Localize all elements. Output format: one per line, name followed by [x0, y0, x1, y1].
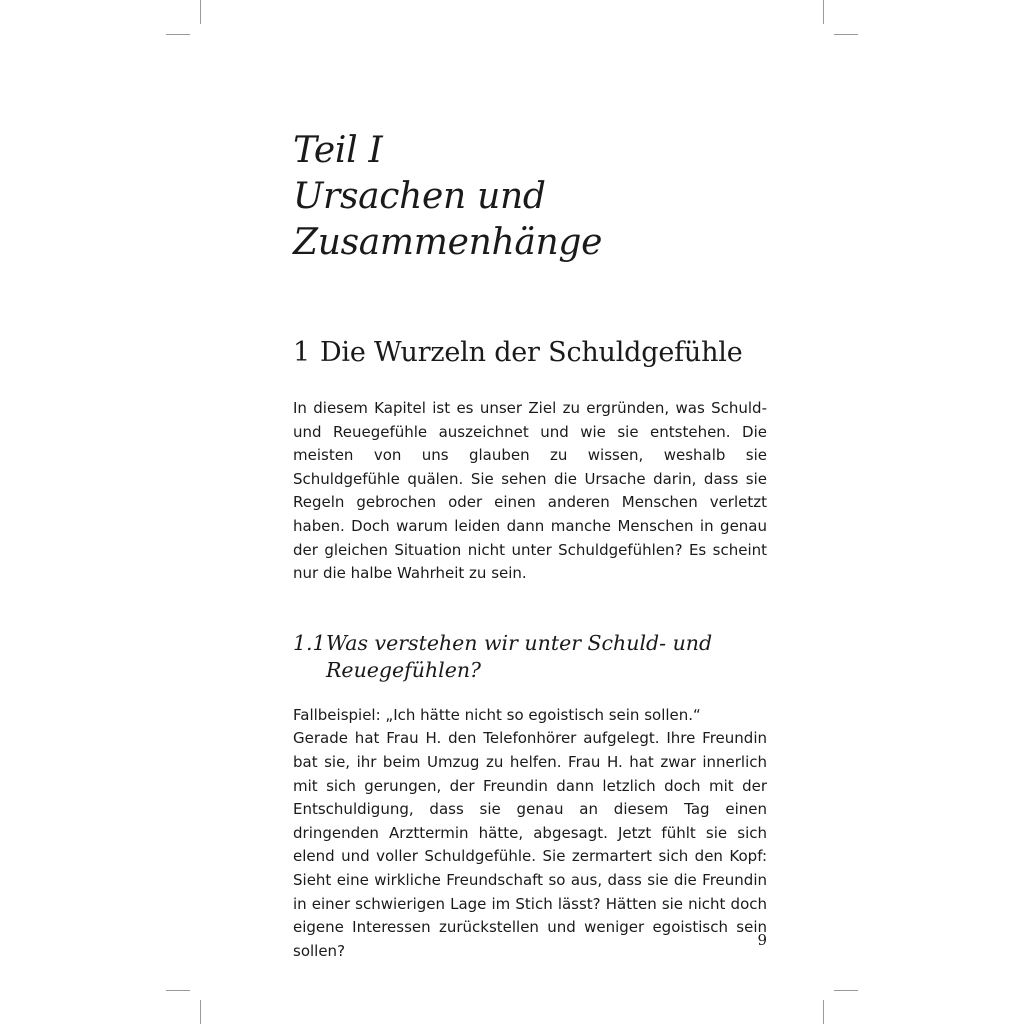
crop-mark-top-left-vertical [200, 0, 201, 24]
case-example-lead: Fallbeispiel: „Ich hätte nicht so egoistisch sein sollen.“ [293, 705, 701, 724]
crop-mark-bottom-right-horizontal [834, 990, 858, 991]
part-title-line: Zusammenhänge [293, 222, 603, 263]
page-number: 9 [757, 931, 767, 949]
chapter-heading [293, 336, 767, 370]
crop-mark-bottom-left-horizontal [166, 990, 190, 991]
chapter-title: Die Wurzeln der Schuldgefühle [319, 337, 743, 368]
section-number: 1.1 [293, 630, 326, 655]
section-title: Was verstehen wir unter Schuld- und Reuegefühlen? [326, 630, 713, 682]
crop-mark-top-left-horizontal [166, 34, 190, 35]
chapter-number: 1 [293, 337, 310, 368]
case-example [293, 704, 767, 964]
part-title-line: Ursachen und [293, 176, 546, 217]
crop-mark-bottom-right-vertical [823, 1000, 824, 1024]
crop-mark-bottom-left-vertical [200, 1000, 201, 1024]
intro-paragraph: In diesem Kapitel ist es unser Ziel zu ergründen, was Schuld- und Reuegefühle auszeichnet und wie sie entstehen. Die meisten von uns glauben zu wissen, weshalb sie Schuldgefühle quälen. Sie sehen die Ursache darin, dass sie Regeln gebrochen oder einen anderen Menschen verletzt haben. Doch warum leiden dann manche Menschen in genau der gleichen Situation nicht unter Schuldgefühlen? Es scheint nur die halbe Wahrheit zu sein. [293, 399, 767, 583]
book-page-content [293, 128, 767, 963]
case-example-text: Gerade hat Frau H. den Telefonhörer aufgelegt. Ihre Freundin bat sie, ihr beim Umzug zu helfen. Frau H. hat zwar innerlich mit sich gerungen, der Freundin dann letzlich doch mit der Entschuldigung, dass sie genau an diesem Tag einen dringenden Arzttermin hätte, abgesagt. Jetzt fühlt sie sich elend und voller Schuldgefühle. Sie zermartert sich den Kopf: Sieht eine wirkliche Freundschaft so aus, dass sie die Freundin in einer schwierigen Lage im Stich lässt? Hätten sie nicht doch eigene Interessen zurückstellen und weniger egoistisch sein sollen? [293, 729, 767, 960]
part-title [293, 128, 767, 266]
crop-mark-top-right-horizontal [834, 34, 858, 35]
crop-mark-top-right-vertical [823, 0, 824, 24]
section-heading [293, 630, 767, 684]
part-title-line: Teil I [293, 130, 383, 171]
